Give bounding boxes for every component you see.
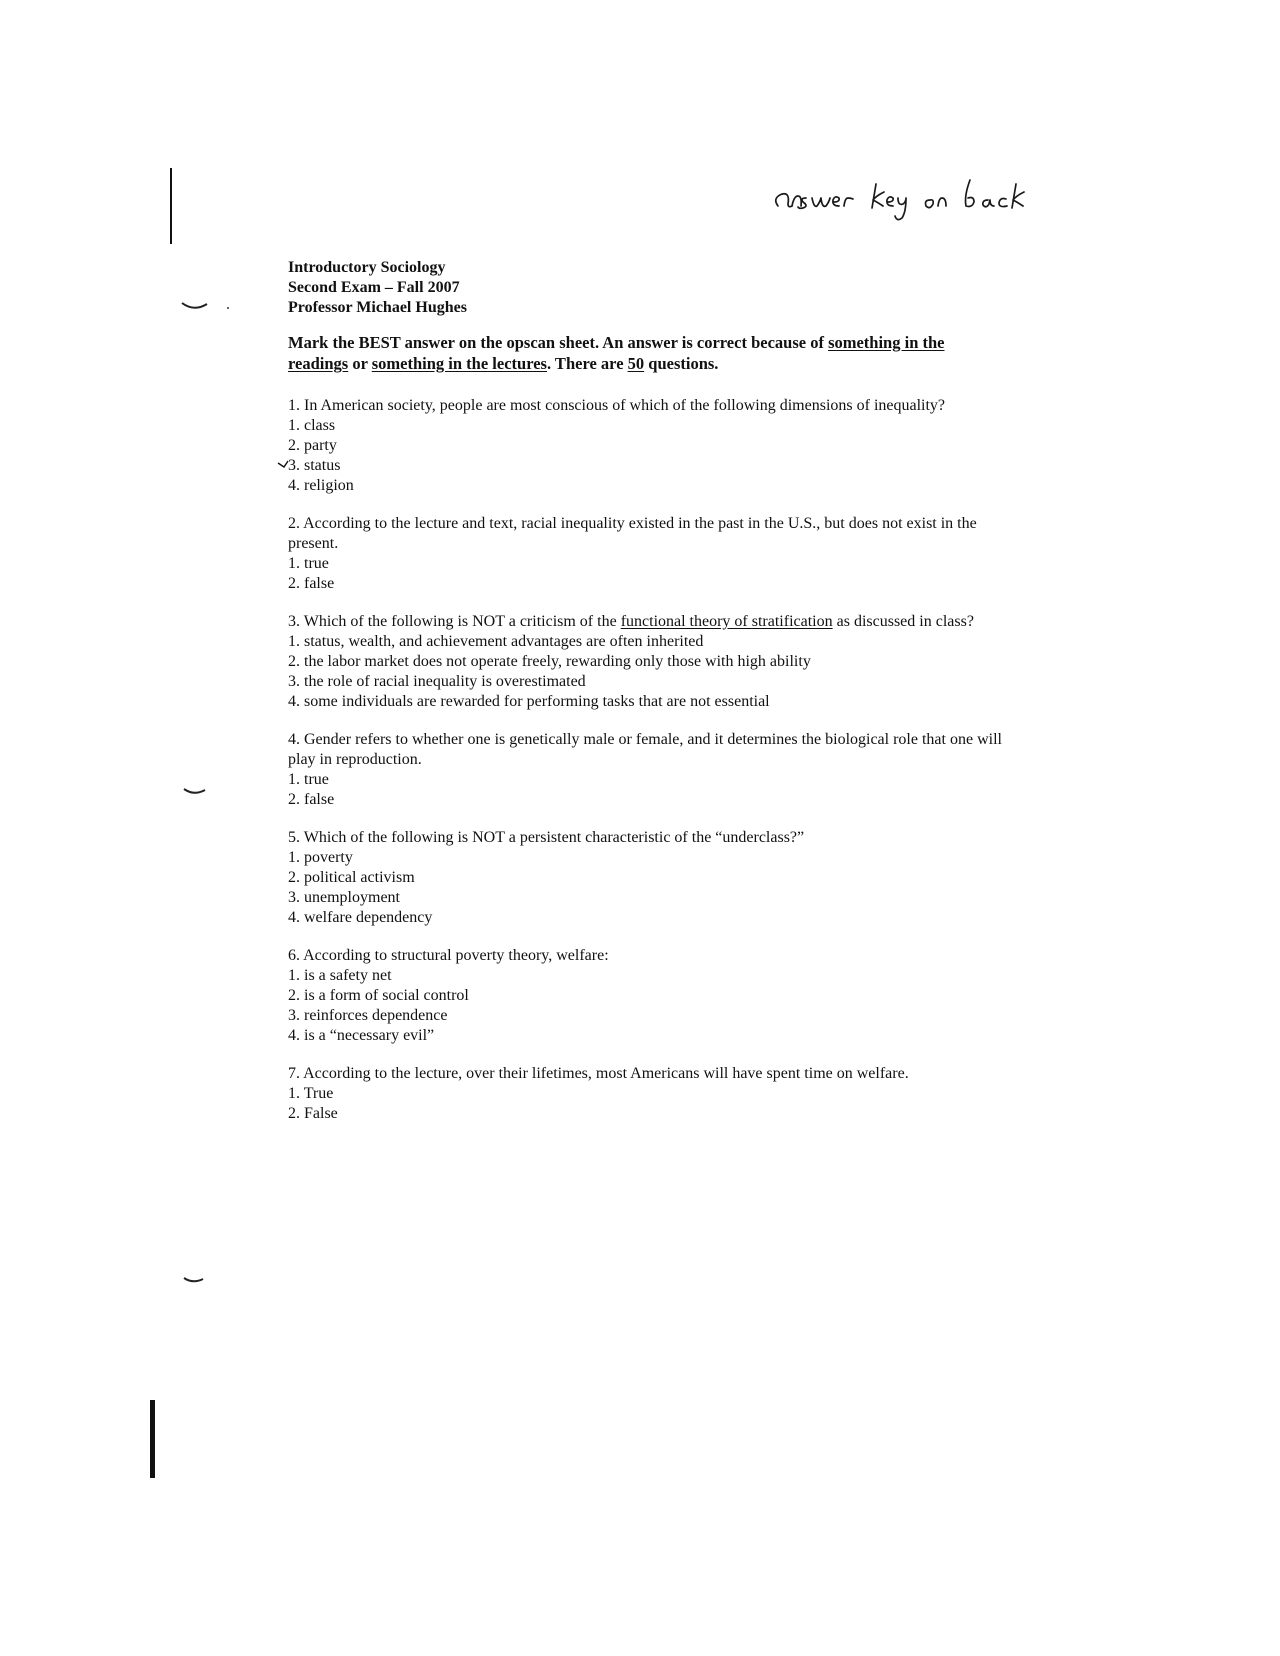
question-5-option-1: 1. poverty	[288, 849, 353, 866]
question-3-option-4: 4. some individuals are rewarded for performing tasks that are not essential	[288, 693, 770, 710]
question-6-option-1: 1. is a safety net	[288, 967, 392, 984]
exam-title: Second Exam – Fall 2007	[288, 279, 460, 296]
question-1-option-4: 4. religion	[288, 477, 354, 494]
exam-content	[288, 258, 1008, 1124]
question-4	[288, 730, 1008, 810]
instructions-text-1: Mark the BEST answer on the opscan sheet. An answer is correct because of	[288, 333, 829, 352]
question-4-option-2: 2. false	[288, 791, 335, 808]
question-1-option-3	[288, 456, 1008, 476]
question-1	[288, 396, 1008, 496]
question-6-stem: 6. According to structural poverty theory, welfare:	[288, 947, 609, 964]
question-6-option-3: 3. reinforces dependence	[288, 1007, 448, 1024]
question-2-stem: 2. According to the lecture and text, racial inequality existed in the past in the U.S., but does not exist in the present.	[288, 515, 977, 552]
question-5-option-4: 4. welfare dependency	[288, 909, 433, 926]
instructions-question-count: 50	[627, 354, 645, 373]
scan-hole-mark-3	[182, 1276, 206, 1286]
question-3	[288, 612, 1008, 712]
question-4-option-1: 1. true	[288, 771, 329, 788]
question-1-option-3-text: 3. status	[288, 457, 341, 474]
question-7-option-1: 1. True	[288, 1085, 334, 1102]
question-1-option-1: 1. class	[288, 417, 336, 434]
instructions-underline-readings: something in the readings	[288, 333, 945, 373]
question-5-option-3: 3. unemployment	[288, 889, 400, 906]
question-2	[288, 514, 1008, 594]
instructions-underline-lectures: something in the lectures	[371, 354, 547, 373]
question-3-option-3: 3. the role of racial inequality is overestimated	[288, 673, 586, 690]
question-7-option-2: 2. False	[288, 1105, 338, 1122]
question-2-option-2: 2. false	[288, 575, 335, 592]
question-2-option-1: 1. true	[288, 555, 329, 572]
question-6	[288, 946, 1008, 1046]
scan-edge-line-bottom	[150, 1400, 155, 1478]
handwritten-note	[770, 168, 1060, 228]
scan-dot	[226, 306, 230, 310]
question-5-stem: 5. Which of the following is NOT a persistent characteristic of the “underclass?”	[288, 829, 805, 846]
question-1-stem: 1. In American society, people are most conscious of which of the following dimensions of inequality?	[288, 397, 946, 414]
question-6-option-4: 4. is a “necessary evil”	[288, 1027, 435, 1044]
question-7-stem: 7. According to the lecture, over their lifetimes, most Americans will have spent time on welfare.	[288, 1065, 909, 1082]
scan-hole-mark-1	[180, 300, 210, 312]
question-7	[288, 1064, 1008, 1124]
scan-hole-mark-2	[182, 787, 208, 797]
scan-edge-line-top	[170, 168, 172, 244]
question-3-option-2: 2. the labor market does not operate freely, rewarding only those with high ability	[288, 653, 811, 670]
course-title: Introductory Sociology	[288, 259, 446, 276]
instructions	[288, 332, 1008, 374]
question-5-option-2: 2. political activism	[288, 869, 415, 886]
question-1-option-2: 2. party	[288, 437, 337, 454]
question-5	[288, 828, 1008, 928]
instructions-text-4: questions.	[644, 354, 719, 373]
question-6-option-2: 2. is a form of social control	[288, 987, 469, 1004]
check-mark-icon	[277, 459, 289, 471]
instructions-text-3: . There are	[546, 354, 628, 373]
question-3-stem	[288, 612, 1008, 632]
question-3-stem-underline: functional theory of stratification	[620, 613, 833, 630]
professor-name: Professor Michael Hughes	[288, 299, 467, 316]
question-4-stem: 4. Gender refers to whether one is genetically male or female, and it determines the biological role that one will play in reproduction.	[288, 731, 1002, 768]
question-3-stem-pre: 3. Which of the following is NOT a criticism of the	[288, 613, 621, 630]
question-3-stem-post: as discussed in class?	[832, 613, 974, 630]
question-3-option-1: 1. status, wealth, and achievement advantages are often inherited	[288, 633, 704, 650]
instructions-text-2: or	[348, 354, 372, 373]
